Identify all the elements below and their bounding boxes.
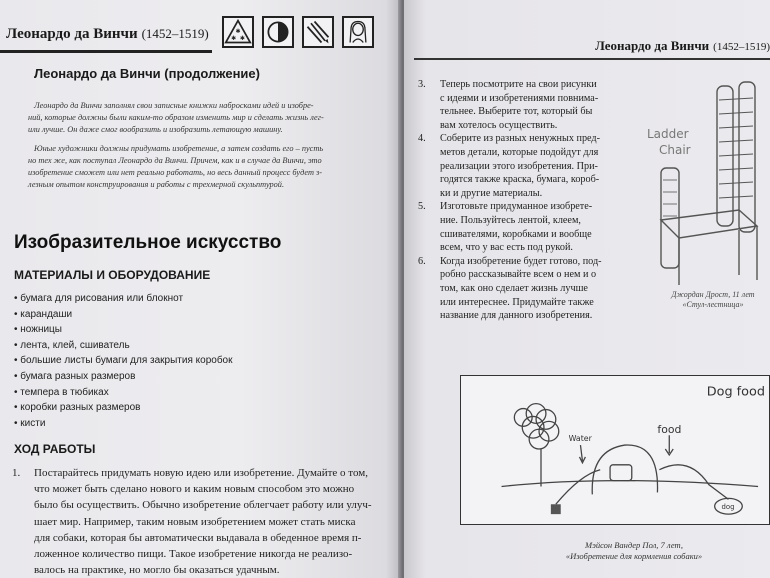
dog-label-food: food: [657, 423, 682, 437]
right-header-rule: [414, 58, 770, 60]
list-item: • кисти: [14, 418, 232, 434]
step-6: [418, 255, 638, 323]
step-line: было бы осуществить. Обычно изобретение облегчает работу или улуч-: [34, 499, 372, 512]
stars-icon: [222, 16, 254, 48]
italic-line: ний, которые должны были каким-то образом изменить мир и сделать жизнь лег-: [28, 113, 324, 122]
step-line: робно рассказывайте всем о нем и о: [440, 269, 597, 281]
step-line: том, как оно сделает жизнь лучше: [440, 282, 588, 294]
italic-line: или лучше. Он даже смог вообразить и изобразить летающую машину.: [28, 125, 283, 134]
step-line: годятся также краска, бумага, короб-: [440, 174, 600, 186]
step-line: всем, что у вас есть под рукой.: [440, 242, 573, 254]
caption-line: Мэйсон Вандер Пол, 7 лет,: [584, 540, 683, 550]
svg-text:✱: ✱: [231, 35, 237, 42]
step-line: Соберите из разных ненужных пред-: [440, 133, 600, 145]
step-number: 5.: [418, 201, 426, 213]
italic-line: но тех же, как поступал Леонардо да Винчи. Причем, как и в случае да Винчи, это: [28, 156, 322, 165]
step-line: сшивателями, коробками и вообще: [440, 228, 592, 240]
list-item: • ножницы: [14, 324, 232, 340]
italic-line: Леонардо да Винчи заполнял свои записные книжки набросками идей и изобре-: [34, 101, 314, 110]
list-item: • бумага разных размеров: [14, 371, 232, 387]
step-number: 6.: [418, 255, 426, 267]
right-header-title: Леонардо да Винчи (1452–1519): [595, 38, 770, 53]
step-3: [418, 78, 638, 132]
chair-caption: [656, 290, 770, 310]
running-header: [0, 12, 400, 50]
step-line: Изготовьте придуманное изобрете-: [440, 201, 593, 213]
step-line: ложенное количество пищи. Такое изобретение никогда не реализо-: [34, 548, 353, 561]
svg-text:✱: ✱: [239, 35, 245, 42]
mona-lisa-portrait-icon: [342, 16, 374, 48]
header-title: Леонардо да Винчи (1452–1519): [6, 26, 209, 42]
step-1: [12, 465, 372, 578]
chair-label-2: Chair: [659, 143, 691, 157]
italic-line: изобретение сможет или нет реально работать, но весь данный процесс будет з-: [28, 168, 323, 177]
step-number: 3.: [418, 79, 426, 90]
step-5: [418, 200, 638, 254]
dog-label-dog: dog: [721, 503, 735, 512]
dog-label-water: Water: [568, 434, 592, 444]
italic-line: Юные художники должны придумать изобретение, а затем создать его – пусть: [34, 144, 324, 153]
step-line: название для данного изобретения.: [440, 310, 593, 322]
right-steps: [418, 78, 638, 323]
step-number: 1.: [12, 467, 21, 479]
chair-label-1: Ladder: [647, 127, 689, 141]
half-circle-icon: [262, 16, 294, 48]
materials-heading: МАТЕРИАЛЫ И ОБОРУДОВАНИЕ: [14, 268, 211, 282]
caption-line: «Изобретение для кормления собаки»: [565, 551, 703, 561]
right-page: [404, 0, 770, 578]
list-item: • карандаши: [14, 309, 232, 325]
step-line: валось на практике, но могло бы оказаться удачным.: [34, 564, 280, 577]
materials-list: [14, 293, 232, 433]
step-line: что может быть сделано нового и каким новым способом это можно: [34, 483, 355, 496]
italic-line: лезным опытом конструирования и работы с трехмерной скульптурой.: [28, 180, 285, 189]
subtitle: Леонардо да Винчи (продолжение): [34, 66, 260, 81]
list-item: • коробки разных размеров: [14, 402, 232, 418]
step-line: реализации этого изобретения. При-: [440, 160, 598, 172]
step-line: ки и другие материалы.: [440, 187, 543, 199]
caption-line: «Стул-лестница»: [682, 300, 744, 309]
step-line: ние. Пользуйтесь лентой, клеем,: [440, 214, 581, 226]
step-line: метов детали, которые подойдут для: [440, 146, 599, 158]
section-title: Изобразительное искусство: [14, 232, 282, 253]
step-line: для собаки, которая бы автоматически выдавала в обеденное время п-: [34, 531, 362, 544]
svg-text:✱: ✱: [235, 28, 241, 35]
pencils-icon: [302, 16, 334, 48]
header-years: (1452–1519): [141, 26, 209, 41]
list-item: • лента, клей, сшиватель: [14, 340, 232, 356]
step-line: тельнее. Выберите тот, который бы: [440, 106, 593, 118]
step-line: Постарайтесь придумать новую идею или изобретение. Думайте о том,: [34, 467, 368, 479]
caption-line: Джордан Дрост, 11 лет: [671, 290, 755, 299]
list-item: • темпера в тюбиках: [14, 387, 232, 403]
list-item: • бумага для рисования или блокнот: [14, 293, 232, 309]
step-number: 4.: [418, 133, 426, 145]
step-line: Теперь посмотрите на свои рисунки: [440, 79, 597, 90]
step-4: [418, 132, 638, 200]
process-heading: ХОД РАБОТЫ: [14, 442, 96, 456]
list-item: • большие листы бумаги для закрытия коробок: [14, 355, 232, 371]
dog-feeder-drawing: [460, 375, 770, 525]
step-line: Когда изобретение будет готово, под-: [440, 255, 602, 267]
step-line: с идеями и изобретениями повнима-: [440, 92, 599, 104]
step-line: или интереснее. Придумайте также: [440, 296, 594, 308]
dog-caption: [524, 540, 744, 562]
step-line: вам хотелось осуществить.: [440, 119, 558, 131]
dog-label-title: Dog food: [706, 384, 765, 400]
step-line: шает мир. Например, таким новым изобретением может стать миска: [34, 515, 356, 528]
header-rule: [0, 50, 212, 53]
right-header-years: (1452–1519): [713, 41, 770, 53]
ladder-chair-drawing: [639, 80, 770, 290]
